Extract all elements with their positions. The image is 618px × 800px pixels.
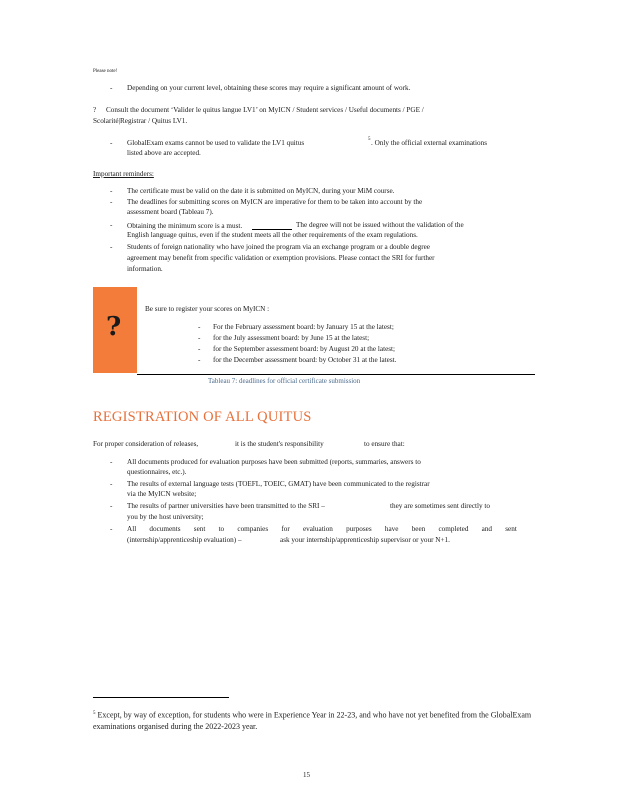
reminder-item-4-line-2: agreement may benefit from specific validation or exemption provisions. Please contact the SRI for further xyxy=(127,254,435,262)
deadline-item: for the September assessment board: by August 20 at the latest; xyxy=(213,345,396,353)
bullet-dash: - xyxy=(110,525,113,533)
registration-intro-b: it is the student's responsibility xyxy=(235,440,324,448)
section-heading: REGISTRATION OF ALL QUITUS xyxy=(93,409,312,425)
word: have xyxy=(384,525,399,533)
deadline-item: for the December assessment board: by October 31 at the latest. xyxy=(213,356,397,364)
registration-item-2-line-1: The results of external language tests (TOEFL, TOEIC, GMAT) have been communicated to the registrar xyxy=(127,480,430,488)
registration-item-3-line-2: you by the host university; xyxy=(127,513,204,521)
registration-item-1-line-2: questionnaires, etc.). xyxy=(127,468,187,476)
bullet-dash: - xyxy=(110,187,113,195)
bullet-dash: - xyxy=(110,198,113,206)
reminder-item-4-line-3: information. xyxy=(127,265,163,273)
reminder-item-4-line-1: Students of foreign nationality who have joined the program via an exchange program or a double degree xyxy=(127,243,430,251)
registration-item-3-line-1b: they are sometimes sent directly to xyxy=(390,502,490,510)
reminder-item-3-line-2: English language quitus, even if the student meets all the other requirements of the exam regulations. xyxy=(127,231,418,239)
reminder-item-2-line-2: assessment board (Tableau 7). xyxy=(127,208,214,216)
word: companies xyxy=(237,525,269,533)
word: been xyxy=(411,525,426,533)
registration-item-2-line-2: via the MyICN website; xyxy=(127,490,197,498)
word: sent xyxy=(193,525,206,533)
consult-line-1: Consult the document ‘Valider le quitus langue LV1’ on MyICN / Student services / Useful documents / PGE / xyxy=(106,106,424,114)
bullet-dash: - xyxy=(198,334,201,342)
bullet-dash: - xyxy=(198,345,201,353)
callout-intro: Be sure to register your scores on MyICN : xyxy=(145,305,270,313)
consult-line-2: Scolarité|Registrar / Quitus LV1. xyxy=(93,117,188,125)
deadline-item: for the July assessment board: by June 15 at the latest; xyxy=(213,334,370,342)
globalexam-line-1a: GlobalExam exams cannot be used to validate the LV1 quitus xyxy=(127,139,305,147)
reminder-item-3-small: Obtaining the minimum score is a must. xyxy=(127,222,243,230)
question-mark-icon: ? xyxy=(106,312,122,342)
note-item: Depending on your current level, obtaining these scores may require a significant amount of work. xyxy=(127,84,411,92)
registration-intro-a: For proper consideration of releases, xyxy=(93,440,199,448)
word: purposes xyxy=(346,525,372,533)
footnote-separator xyxy=(93,697,229,698)
bullet-dash: - xyxy=(110,84,113,92)
callout-rule xyxy=(137,374,535,375)
word: documents xyxy=(149,525,181,533)
word: sent xyxy=(505,525,517,533)
footnote xyxy=(93,708,533,732)
consult-marker: ? xyxy=(93,106,97,114)
bullet-dash: - xyxy=(110,480,113,488)
please-note-label: Please note! xyxy=(93,69,118,74)
word: and xyxy=(481,525,493,533)
word: to xyxy=(218,525,225,533)
reminder-item-1: The certificate must be valid on the date it is submitted on MyICN, during your MiM course. xyxy=(127,187,395,195)
registration-item-3-line-1a: The results of partner universities have been transmitted to the SRI – xyxy=(127,502,325,510)
globalexam-line-1b: . Only the official external examinations xyxy=(371,139,488,147)
bullet-dash: - xyxy=(110,243,113,251)
footnote-marker: 5 xyxy=(93,711,96,716)
globalexam-line-2: listed above are accepted. xyxy=(127,149,201,157)
table-caption: Tableau 7: deadlines for official certificate submission xyxy=(208,377,361,385)
bullet-dash: - xyxy=(110,221,113,229)
bullet-dash: - xyxy=(198,356,201,364)
reminder-item-2-line-1: The deadlines for submitting scores on MyICN are imperative for them to be taken into account by the xyxy=(127,198,423,206)
registration-item-4-line-2a: (internship/apprenticeship evaluation) – xyxy=(127,536,242,544)
footnote-text: Except, by way of exception, for students who were in Experience Year in 22-23, and who have not yet benefited from the GlobalExam examinations organised during the 2022-2023 year. xyxy=(93,710,532,731)
bullet-dash: - xyxy=(110,502,113,510)
bullet-dash: - xyxy=(110,139,113,147)
bullet-dash: - xyxy=(198,323,201,331)
page-number: 15 xyxy=(303,771,310,779)
registration-item-4-line-1 xyxy=(127,525,517,535)
reminder-item-3-rest: The degree will not be issued without the validation of the xyxy=(296,221,464,229)
blank-line xyxy=(252,221,292,230)
registration-intro-c: to ensure that: xyxy=(364,440,405,448)
word: All xyxy=(127,525,137,533)
reminders-title: Important reminders: xyxy=(93,170,154,178)
word: for xyxy=(281,525,290,533)
bullet-dash: - xyxy=(110,458,113,466)
registration-item-4-line-2b: ask your internship/apprenticeship supervisor or your N+1. xyxy=(280,536,450,544)
footnote-reference: 5 xyxy=(368,137,371,142)
word: completed xyxy=(438,525,469,533)
word: evaluation xyxy=(302,525,333,533)
deadline-item: For the February assessment board: by January 15 at the latest; xyxy=(213,323,394,331)
registration-item-1-line-1: All documents produced for evaluation purposes have been submitted (reports, summaries, answers to xyxy=(127,458,421,466)
